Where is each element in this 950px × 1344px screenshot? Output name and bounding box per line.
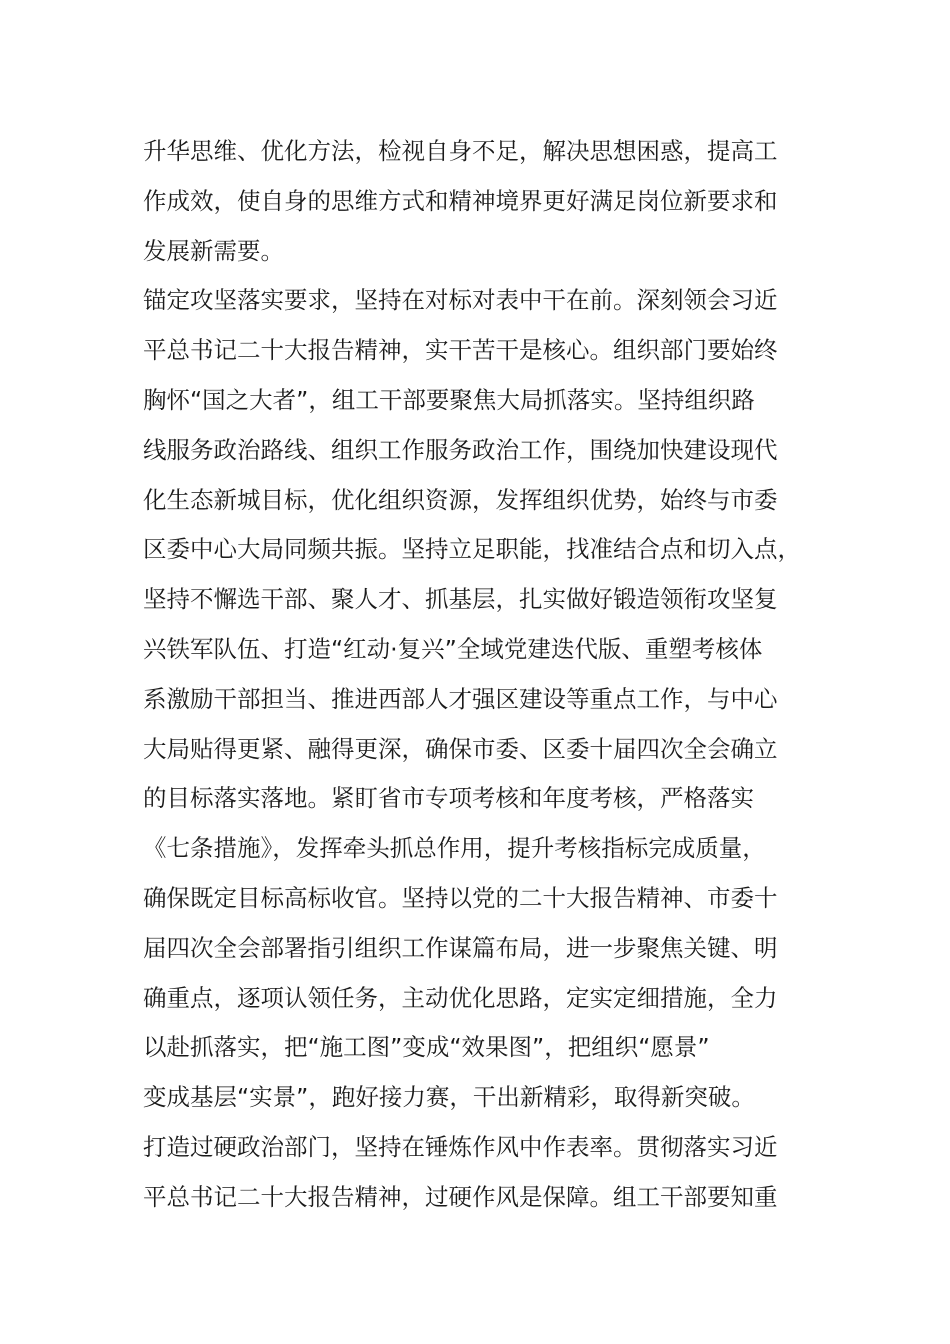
text-line: 兴铁军队伍、打造“红动·复兴”全域党建迭代版、重塑考核体 xyxy=(143,634,763,663)
text-line: 升华思维、优化方法，检视自身不足，解决思想困惑，提高工 xyxy=(143,137,778,165)
text-line: 化生态新城目标，优化组织资源，发挥组织优势，始终与市委 xyxy=(143,485,778,514)
text-line: 的目标落实落地。紧盯省市专项考核和年度考核，严格落实 xyxy=(143,784,754,813)
body-text xyxy=(143,127,823,1223)
text-line: 区委中心大局同频共振。坚持立足职能，找准结合点和切入点， xyxy=(143,535,801,564)
text-line: 胸怀“国之大者”，组工干部要聚焦大局抓落实。坚持组织路 xyxy=(143,385,755,414)
text-line: 发展新需要。 xyxy=(143,236,284,265)
text-line: 作成效，使自身的思维方式和精神境界更好满足岗位新要求和 xyxy=(143,186,778,215)
text-line: 大局贴得更紧、融得更深，确保市委、区委十届四次全会确立 xyxy=(143,734,778,763)
text-line: 届四次全会部署指引组织工作谋篇布局，进一步聚焦关键、明 xyxy=(143,933,778,962)
text-line: 系激励干部担当、推进西部人才强区建设等重点工作，与中心 xyxy=(143,684,778,713)
text-line: 坚持不懈选干部、聚人才、抓基层，扎实做好锻造领衔攻坚复 xyxy=(143,585,778,614)
text-line: 变成基层“实景”，跑好接力赛，干出新精彩，取得新突破。 xyxy=(143,1083,755,1112)
text-line: 锚定攻坚落实要求，坚持在对标对表中干在前。深刻领会习近 xyxy=(143,286,778,315)
text-line: 确保既定目标高标收官。坚持以党的二十大报告精神、市委十 xyxy=(143,883,778,912)
text-line: 以赴抓落实，把“施工图”变成“效果图”，把组织“愿景” xyxy=(143,1033,710,1062)
text-line: 线服务政治路线、组织工作服务政治工作，围绕加快建设现代 xyxy=(143,435,778,464)
text-line: 打造过硬政治部门，坚持在锤炼作风中作表率。贯彻落实习近 xyxy=(143,1132,778,1161)
text-line: 确重点，逐项认领任务，主动优化思路，定实定细措施，全力 xyxy=(143,983,778,1012)
text-line: 平总书记二十大报告精神，实干苦干是核心。组织部门要始终 xyxy=(143,336,778,365)
text-line: 平总书记二十大报告精神，过硬作风是保障。组工干部要知重 xyxy=(143,1182,778,1211)
text-line: 《七条措施》，发挥牵头抓总作用，提升考核指标完成质量， xyxy=(143,834,766,863)
